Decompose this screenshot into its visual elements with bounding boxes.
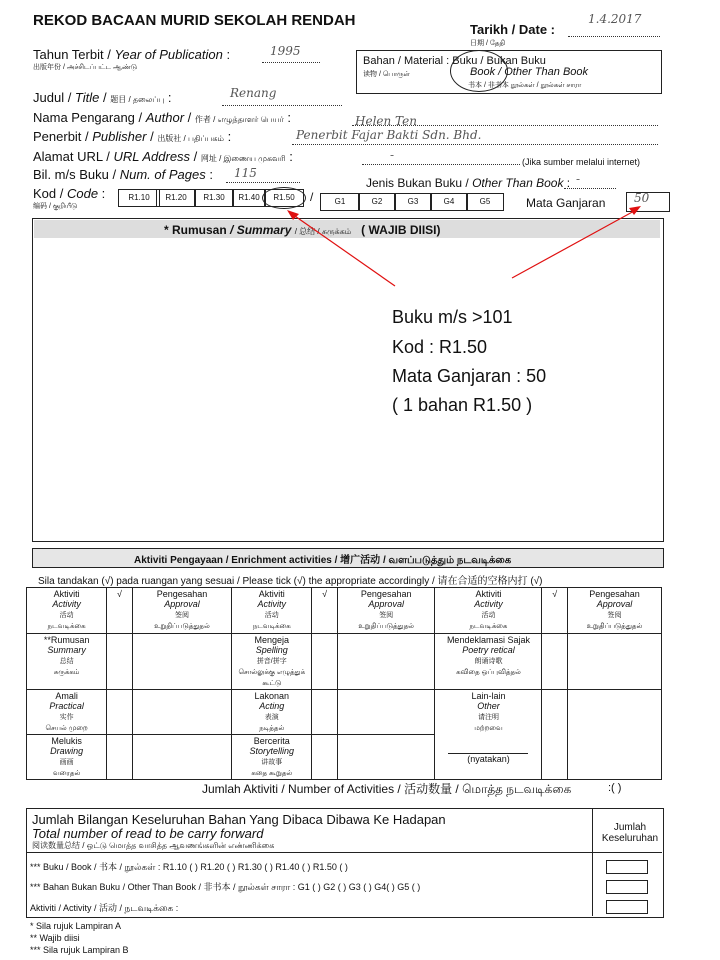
code-g2[interactable]: G2 xyxy=(358,193,396,211)
activity-other: Lain-lain Other 请注明 மற்றவை (nyatakan) xyxy=(435,690,542,780)
footnote-1: * Sila rujuk Lampiran A xyxy=(30,921,122,931)
code-separator: / xyxy=(310,190,314,204)
col-approval-3: Pengesahan Approval 签阅 உறுதிப்படுத்துதல் xyxy=(568,588,662,634)
approval-summary[interactable] xyxy=(132,634,231,690)
col-tick-2: √ xyxy=(312,588,338,634)
tick-other[interactable] xyxy=(542,690,568,780)
code-r150[interactable]: R1.50 xyxy=(264,189,304,207)
col-tick-1: √ xyxy=(107,588,133,634)
activity-storytelling: Bercerita Storytelling 讲故事 கதை கூறுதல் xyxy=(232,735,312,780)
code-sub: 编码 / குறியீடு xyxy=(33,203,78,210)
date-value: 1.4.2017 xyxy=(588,12,642,26)
activities-total-value[interactable]: :( ) xyxy=(608,782,622,794)
total-book-box[interactable] xyxy=(606,860,648,874)
col-tick-3: √ xyxy=(542,588,568,634)
tick-practical[interactable] xyxy=(107,690,133,735)
year-sub: 出版年份 / அச்சிடப்பட்ட ஆண்டு xyxy=(33,64,138,71)
tick-poetry[interactable] xyxy=(542,634,568,690)
tick-spelling[interactable] xyxy=(312,634,338,690)
annotation-line-1: Buku m/s >101 xyxy=(392,307,513,327)
carry-nonbook-row: *** Bahan Bukan Buku / Other Than Book / 非书本 / நூல்கள் சாரா : G1 ( ) G2 ( ) G3 ( ) G4( ) G5 ( ) xyxy=(30,882,421,892)
carry-forward-title-en: Total number of read to be carry forward xyxy=(32,826,264,841)
activity-summary: **Rumusan Summary 总结 சுருக்கம் xyxy=(27,634,107,690)
col-approval-1: Pengesahan Approval 签阅 உறுதிப்படுத்துதல் xyxy=(132,588,231,634)
approval-drawing[interactable] xyxy=(132,735,231,780)
url-label: Alamat URL / URL Address / 网址 / இணைய முகவரி : xyxy=(33,149,293,164)
col-activity-1: Aktiviti Activity 活动 நடவடிக்கை xyxy=(27,588,107,634)
enrichment-instruction: Sila tandakan (√) pada ruangan yang sesuai / Please tick (√) the appropriate accordingly / 请在合适的空格内打 (√) xyxy=(38,576,543,587)
annotation-line-3: Mata Ganjaran : 50 xyxy=(392,366,547,386)
code-label: Kod / Code : xyxy=(33,186,106,201)
approval-poetry[interactable] xyxy=(568,634,662,690)
tick-acting[interactable] xyxy=(312,690,338,735)
title-label: Judul / Title / 题目 / தலைப்பு : xyxy=(33,90,172,105)
total-nonbook-box[interactable] xyxy=(606,880,648,894)
carry-activity-row: Aktiviti / Activity / 活动 / நடவடிக்கை : xyxy=(30,903,179,913)
activities-total-label: Jumlah Aktiviti / Number of Activities / 活动数量 / மொத்த நடவடிக்கை xyxy=(202,782,572,796)
activity-acting: Lakonan Acting 表演 நடித்தல் xyxy=(232,690,312,735)
year-value: 1995 xyxy=(270,44,301,58)
enrichment-heading: Aktiviti Pengayaan / Enrichment activities / 增广活动 / வளப்படுத்தும் நடவடிக்கை xyxy=(134,555,512,566)
activity-drawing: Melukis Drawing 画画 வரைதல் xyxy=(27,735,107,780)
material-sub2: 书本 / 非书本 நூல்கள் / நூல்கள் சாரா xyxy=(468,82,582,89)
carry-forward-divider xyxy=(592,808,593,916)
activity-poetry: Mendeklamasi Sajak Poetry retical 朗诵诗歌 கவிதை ஒப்புவித்தல் xyxy=(435,634,542,690)
author-value: Helen Ten xyxy=(355,114,417,128)
date-label: Tarikh / Date : xyxy=(470,22,556,37)
nonbook-label: Jenis Bukan Buku / Other Than Book : xyxy=(366,176,571,190)
enrichment-table xyxy=(26,587,662,780)
other-specify[interactable]: (nyatakan) xyxy=(448,753,528,764)
material-sub: 读物 / பொருள் xyxy=(363,71,410,78)
url-value: - xyxy=(390,148,395,162)
code-g3[interactable]: G3 xyxy=(394,193,432,211)
code-g5[interactable]: G5 xyxy=(466,193,504,211)
pages-label: Bil. m/s Buku / Num. of Pages : xyxy=(33,167,213,182)
code-r140[interactable]: R1.40 xyxy=(232,189,266,207)
publisher-label: Penerbit / Publisher / 出版社 / பதிப்பகம் : xyxy=(33,129,232,144)
carry-forward-title-rule xyxy=(26,852,662,853)
carry-forward-sub: 阅读数量总结 / ஒட்டு மொத்த வாசித்த ஆவணங்களின் எண்ணிக்கை xyxy=(32,841,275,850)
annotation-line-2: Kod : R1.50 xyxy=(392,337,488,357)
material-en: Book / Other Than Book xyxy=(470,66,589,78)
code-g1[interactable]: G1 xyxy=(320,193,360,211)
code-r130[interactable]: R1.30 xyxy=(194,189,234,207)
reward-value: 50 xyxy=(634,191,650,205)
url-note: (Jika sumber melalui internet) xyxy=(522,157,641,167)
carry-book-row: *** Buku / Book / 书本 / நூல்கள் : R1.10 ( ) R1.20 ( ) R1.30 ( ) R1.40 ( ) R1.50 ( ) xyxy=(30,862,348,872)
summary-heading: * Rumusan / Summary / 总结 / சுருக்கம் ( WAJIB DIISI) xyxy=(164,223,441,237)
col-activity-3: Aktiviti Activity 活动 நடவடிக்கை xyxy=(435,588,542,634)
publisher-value: Penerbit Fajar Bakti Sdn. Bhd. xyxy=(296,128,482,142)
activity-spelling: Mengeja Spelling 拼音/拼字 சொல்லுக்கு எழுத்துக் கூட்டு xyxy=(232,634,312,690)
material-label: Bahan / Material : Buku / Bukan Buku xyxy=(363,55,546,67)
pages-value: 115 xyxy=(234,166,257,180)
approval-storytelling[interactable] xyxy=(337,735,435,780)
code-g4[interactable]: G4 xyxy=(430,193,468,211)
approval-other[interactable] xyxy=(568,690,662,780)
activity-practical: Amali Practical 实作 செயல் முறை xyxy=(27,690,107,735)
approval-practical[interactable] xyxy=(132,690,231,735)
author-label: Nama Pengarang / Author / 作者 / எழுத்தாளர் பெயர் : xyxy=(33,110,292,125)
tick-storytelling[interactable] xyxy=(312,735,338,780)
col-activity-2: Aktiviti Activity 活动 நடவடிக்கை xyxy=(232,588,312,634)
title-value: Renang xyxy=(230,86,277,100)
year-label: Tahun Terbit / Year of Publication : xyxy=(33,47,231,62)
tick-drawing[interactable] xyxy=(107,735,133,780)
nonbook-value: - xyxy=(576,172,581,186)
annotation-line-4: ( 1 bahan R1.50 ) xyxy=(392,395,533,415)
footnote-3: *** Sila rujuk Lampiran B xyxy=(30,945,129,955)
footnote-2: ** Wajib diisi xyxy=(30,933,80,943)
reward-label: Mata Ganjaran xyxy=(526,196,606,210)
total-column-label: Jumlah Keseluruhan xyxy=(601,822,659,844)
approval-spelling[interactable] xyxy=(337,634,435,690)
form-title: REKOD BACAAN MURID SEKOLAH RENDAH xyxy=(33,12,356,29)
approval-acting[interactable] xyxy=(337,690,435,735)
carry-forward-title: Jumlah Bilangan Keseluruhan Bahan Yang Dibaca Dibawa Ke Hadapan xyxy=(32,812,446,827)
tick-summary[interactable] xyxy=(107,634,133,690)
code-r110[interactable]: R1.10 xyxy=(118,189,160,207)
col-approval-2: Pengesahan Approval 签阅 உறுதிப்படுத்துதல் xyxy=(337,588,435,634)
total-activity-box[interactable] xyxy=(606,900,648,914)
code-r120[interactable]: R1.20 xyxy=(156,189,196,207)
date-sub: 日期 / தேதி xyxy=(470,40,506,47)
